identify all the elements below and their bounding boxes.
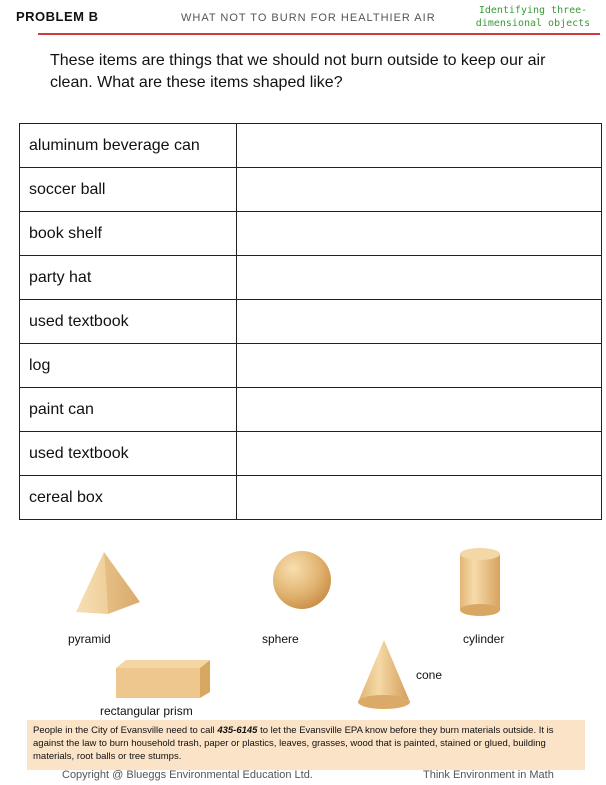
cone-label: cone (416, 668, 443, 682)
table-row (20, 168, 602, 212)
answer-cell[interactable] (237, 388, 602, 432)
item-name: book shelf (20, 212, 237, 256)
items-table (19, 123, 602, 520)
footer-notice (27, 720, 585, 770)
answer-cell[interactable] (237, 256, 602, 300)
table-row (20, 256, 602, 300)
pyramid-label: pyramid (68, 632, 111, 646)
item-name: log (20, 344, 237, 388)
phone-number: 435-6145 (217, 725, 258, 736)
page-subtitle-line2: dimensional objects (475, 18, 591, 29)
item-name: aluminum beverage can (20, 124, 237, 168)
table-row (20, 476, 602, 520)
table-row (20, 432, 602, 476)
footer-text-after: to let the Evansville EPA know before they burn materials outside. It is against the law to burn household trash, paper or plastics, leaves, grasses, wood that is painted, stained or glued, building materials, root balls or tree stumps. (33, 725, 554, 762)
table-row (20, 388, 602, 432)
rectangular-prism-label: rectangular prism (100, 704, 193, 718)
header-divider (38, 33, 600, 35)
cylinder-label: cylinder (463, 632, 505, 646)
answer-cell[interactable] (237, 168, 602, 212)
instructions: These items are things that we should not burn outside to keep our air clean. What are these items shaped like? (50, 52, 546, 91)
page-title: WHAT NOT TO BURN FOR HEALTHIER AIR (181, 12, 436, 24)
item-name: cereal box (20, 476, 237, 520)
footer-text-before: People in the City of Evansville need to call (33, 725, 218, 736)
page-subtitle-line1: Identifying three- (478, 5, 588, 16)
pyramid-icon (74, 550, 144, 616)
cone-icon (356, 638, 416, 712)
item-name: used textbook (20, 300, 237, 344)
answer-cell[interactable] (237, 476, 602, 520)
table-row (20, 124, 602, 168)
sphere-icon (272, 550, 334, 612)
answer-cell[interactable] (237, 432, 602, 476)
brand-name: Think Environment in Math (423, 769, 554, 781)
answer-cell[interactable] (237, 212, 602, 256)
table-row (20, 212, 602, 256)
problem-label: PROBLEM B (16, 9, 99, 24)
answer-cell[interactable] (237, 344, 602, 388)
item-name: paint can (20, 388, 237, 432)
sphere-label: sphere (262, 632, 299, 646)
page-subtitle (470, 4, 596, 30)
cylinder-icon (458, 546, 504, 618)
table-row (20, 344, 602, 388)
answer-cell[interactable] (237, 300, 602, 344)
item-name: party hat (20, 256, 237, 300)
rectangular-prism-icon (116, 660, 214, 700)
answer-cell[interactable] (237, 124, 602, 168)
item-name: used textbook (20, 432, 237, 476)
table-row (20, 300, 602, 344)
item-name: soccer ball (20, 168, 237, 212)
copyright: Copyright @ Blueggs Environmental Education Ltd. (62, 769, 313, 781)
